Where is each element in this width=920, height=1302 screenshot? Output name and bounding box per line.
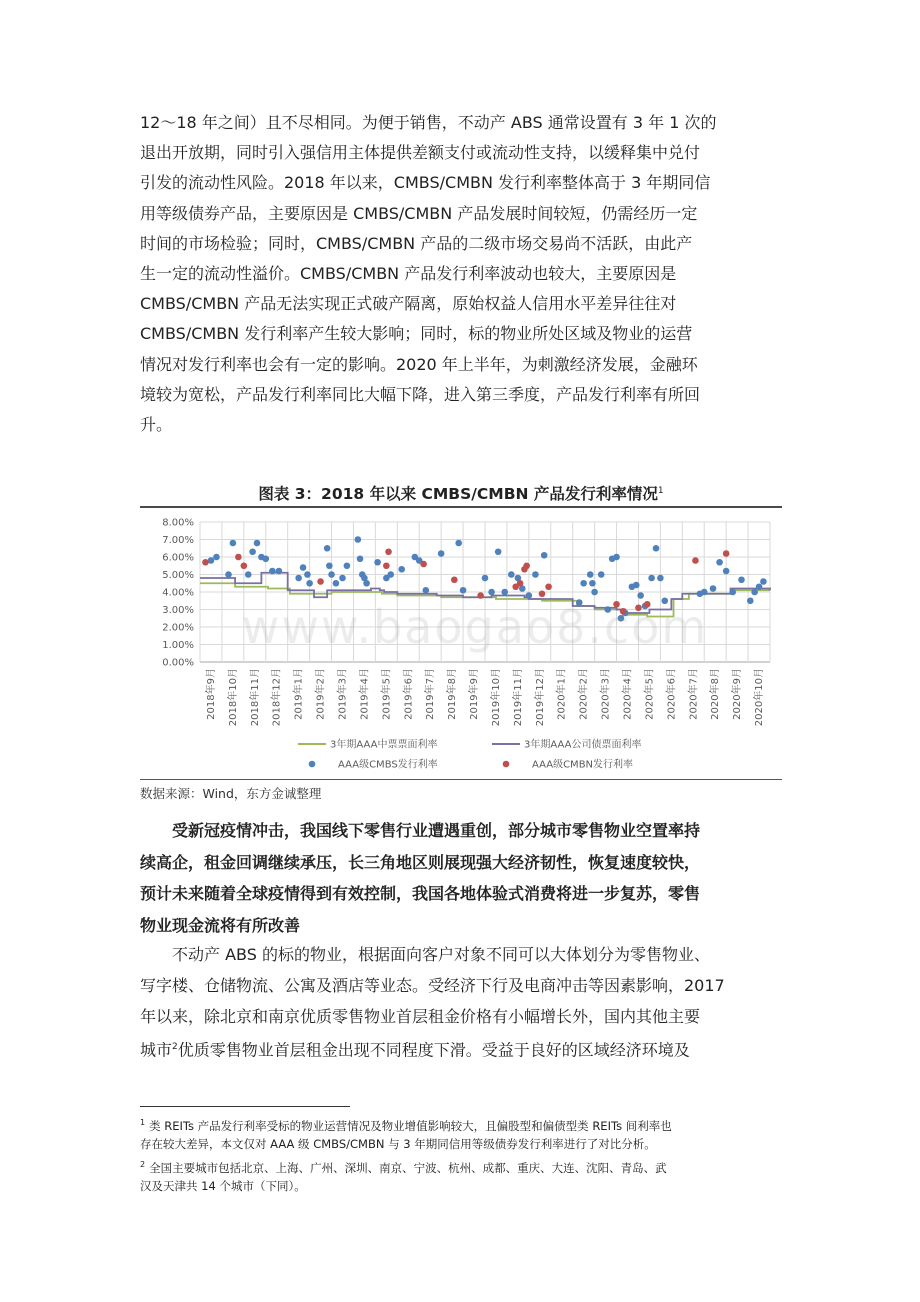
cmbs-point [344, 562, 351, 569]
cmbs-point [355, 536, 362, 543]
legend-label: AAA级CMBN发行利率 [532, 759, 634, 771]
cmbs-point [324, 545, 331, 552]
text-line: 引发的流动性风险。2018 年以来，CMBS/CMBN 发行利率整体高于 3 年期同信 [140, 173, 711, 193]
cmbs-point [591, 589, 598, 596]
bold-heading-paragraph [140, 815, 782, 941]
cmbs-point [723, 568, 730, 575]
cmbs-point [756, 583, 763, 590]
y-tick-label: 2.00% [162, 622, 194, 634]
data-source: 数据来源：Wind，东方金诚整理 [140, 786, 322, 801]
cmbs-point [580, 580, 587, 587]
footnote-text: 全国主要城市包括北京、上海、广州、深圳、南京、宁波、杭州、成都、重庆、大连、沈阳、青岛、武 [149, 1160, 667, 1175]
text-line: 写字楼、仓储物流、公寓及酒店等业态。受经济下行及电商冲击等因素影响，2017 [140, 975, 725, 995]
x-tick-label: 2020年4月 [622, 668, 634, 720]
text-line: 时间的市场检验；同时，CMBS/CMBN 产品的二级市场交易尚不活跃，由此产 [140, 233, 693, 253]
cmbs-point [262, 555, 269, 562]
text-line: 受新冠疫情冲击，我国线下零售行业遭遇重创，部分城市零售物业空置率持 [172, 821, 701, 840]
x-tick-label: 2019年2月 [315, 668, 327, 720]
y-tick-label: 5.00% [162, 570, 194, 581]
text-line: 预计未来随着全球疫情得到有效控制，我国各地体验式消费将进一步复苏，零售 [140, 884, 701, 903]
x-tick-label: 2020年2月 [578, 668, 590, 720]
cmbs-point [374, 559, 381, 566]
cmbn-point [539, 590, 546, 597]
text-line: CMBS/CMBN 发行利率产生较大影响；同时，标的物业所处区域及物业的运营 [140, 324, 693, 344]
text-line: 升。 [140, 415, 173, 435]
cmbs-point [387, 571, 394, 578]
footnote-line: 汉及天津共 14 个城市（下同）。 [140, 1178, 306, 1193]
cmbs-point [460, 587, 467, 594]
x-tick-label: 2018年10月 [227, 668, 239, 727]
cmbs-point [598, 571, 605, 578]
cmbs-point [333, 580, 340, 587]
y-axis-ticks [162, 518, 194, 669]
chart-legend [298, 738, 641, 771]
x-tick-label: 2018年12月 [271, 668, 283, 727]
x-tick-label: 2019年8月 [447, 668, 459, 720]
cmbs-point [488, 589, 495, 596]
chart-bottom-rule [140, 779, 782, 780]
cmbs-point [306, 580, 313, 587]
cmbs-point [637, 592, 644, 599]
cmbn-point [241, 562, 248, 569]
cmbs-point [589, 580, 596, 587]
x-tick-label: 2018年11月 [249, 668, 261, 727]
chart-title [140, 482, 782, 504]
cmbs-point [657, 575, 664, 582]
cmbs-point [701, 589, 708, 596]
x-tick-label: 2020年9月 [732, 668, 744, 720]
y-tick-label: 7.00% [162, 535, 194, 546]
y-tick-label: 3.00% [162, 605, 194, 616]
cmbs-point [710, 585, 717, 592]
cmbs-point [729, 589, 736, 596]
x-tick-label: 2019年10月 [490, 668, 502, 727]
x-tick-label: 2019年5月 [381, 668, 393, 720]
text-line: 退出开放期，同时引入强信用主体提供差额支付或流动性支持，以缓释集中兑付 [140, 143, 701, 163]
cmbs-point [230, 540, 237, 547]
cmbs-point [326, 562, 333, 569]
cmbs-point [225, 571, 232, 578]
legend-swatch-dot [503, 761, 510, 768]
cmbs-point [249, 548, 256, 555]
x-tick-label: 2019年1月 [293, 668, 305, 720]
footnote-ref-1[interactable]: 1 [657, 485, 664, 496]
x-tick-label: 2020年1月 [556, 668, 568, 720]
text-span: 城市 [140, 1040, 173, 1060]
footnote-ref-2[interactable]: 2 [172, 1042, 178, 1053]
footnote-line [140, 1156, 782, 1177]
cmbs-point [398, 566, 405, 573]
text-line: CMBS/CMBN 产品无法实现正式破产隔离，原始权益人信用水平差异往往对 [140, 294, 677, 314]
cmbs-point [482, 575, 489, 582]
body-paragraph-3 [140, 940, 782, 1067]
cmbn-point [383, 562, 390, 569]
text-line: 续高企，租金回调继续承压，长三角地区则展现强大经济韧性，恢复速度较快， [140, 852, 701, 872]
cmbs-point [328, 571, 335, 578]
footnotes [140, 1114, 782, 1198]
x-tick-label: 2020年8月 [710, 668, 722, 720]
cmbn-point [451, 576, 458, 583]
x-tick-label: 2019年3月 [337, 668, 349, 720]
cmbs-point [438, 550, 445, 557]
cmbs-point [526, 592, 533, 599]
y-tick-label: 0.00% [162, 657, 194, 669]
footnote-mark: 2 [140, 1159, 146, 1169]
cmbn-point [692, 557, 699, 564]
footnote-1 [140, 1114, 782, 1153]
cmbs-point [495, 548, 502, 555]
cmbs-point [300, 564, 307, 571]
x-tick-label: 2020年3月 [600, 668, 612, 720]
cmbs-point [363, 580, 370, 587]
cmbs-point [747, 597, 754, 604]
cmbn-point [545, 583, 552, 590]
cmbs-point [648, 575, 655, 582]
cmbs-point [760, 578, 767, 585]
cmbs-point [455, 540, 462, 547]
cmbn-point [317, 578, 324, 585]
x-tick-label: 2019年11月 [512, 668, 524, 727]
footnote-line [140, 1114, 782, 1135]
cmbn-point [723, 550, 730, 557]
x-axis-ticks [204, 668, 765, 726]
cmbs-point [245, 571, 252, 578]
y-tick-label: 8.00% [162, 517, 194, 529]
cmbs-point [423, 587, 430, 594]
x-tick-label: 2020年7月 [688, 668, 700, 720]
legend-label: AAA级CMBS发行利率 [338, 759, 438, 771]
cmbs-point [357, 555, 364, 562]
cmbn-point [477, 592, 484, 599]
cmbs-point [532, 571, 539, 578]
x-tick-label: 2019年4月 [359, 668, 371, 720]
y-tick-label: 1.00% [162, 640, 194, 651]
text-line: 年以来，除北京和南京优质零售物业首层租金价格有小幅增长外，国内其他主要 [140, 1006, 701, 1026]
x-tick-label: 2020年6月 [666, 668, 678, 720]
footnote-mark: 1 [140, 1118, 146, 1127]
text-line: 境较为宽松，产品发行利率同比大幅下降，进入第三季度，产品发行利率有所回 [140, 384, 701, 404]
cmbs-point [501, 589, 508, 596]
cmbs-point [613, 554, 620, 561]
cmbs-point [304, 571, 311, 578]
cmbs-point [587, 571, 594, 578]
cmbs-point [653, 545, 660, 552]
cmbs-point [295, 575, 302, 582]
text-span: 优质零售物业首层租金出现不同程度下滑。受益于良好的区域经济环境及 [177, 1040, 690, 1060]
y-tick-label: 6.00% [162, 552, 194, 564]
cmbs-point [738, 576, 745, 583]
footnote-2 [140, 1156, 782, 1195]
footnote-text: 类 REITs 产品发行利率受标的物业运营情况及物业增值影响较大，且偏股型和偏债型类 REITs 间利率也 [149, 1118, 672, 1133]
text-line: 物业现金流将有所改善 [140, 915, 301, 935]
cmbs-point [269, 568, 276, 575]
chart-title-text: 图表 3：2018 年以来 CMBS/CMBN 产品发行利率情况 [258, 485, 658, 503]
cmbs-point [508, 571, 515, 578]
x-tick-label: 2018年9月 [205, 668, 217, 720]
cmbs-point [276, 568, 283, 575]
footnote-rule [140, 1106, 350, 1107]
footnote-line: 存在较大差异，本文仅对 AAA 级 CMBS/CMBN 与 3 年期同信用等级债券发行利率进行了对比分析。 [140, 1136, 656, 1151]
watermark: www.baogao8.com [241, 600, 709, 654]
x-tick-label: 2019年12月 [534, 668, 546, 727]
text-line: 情况对发行利率也会有一定的影响。2020 年上半年，为刺激经济发展，金融环 [140, 354, 698, 374]
cmbn-point [523, 562, 530, 569]
cmbn-point [202, 559, 209, 566]
x-tick-label: 2019年7月 [425, 668, 437, 720]
body-paragraph-1 [140, 108, 782, 440]
legend-label: 3年期AAA中票票面利率 [330, 739, 438, 751]
cmbs-point [339, 575, 346, 582]
text-line: 用等级债券产品，主要原因是 CMBS/CMBN 产品发展时间较短，仍需经历一定 [140, 203, 698, 223]
x-tick-label: 2019年9月 [469, 668, 481, 720]
cmbn-point [385, 548, 392, 555]
text-line: 生一定的流动性溢价。CMBS/CMBN 产品发行利率波动也较大，主要原因是 [140, 264, 677, 284]
cmbn-point [235, 554, 242, 561]
legend-swatch-dot [309, 761, 316, 768]
cmbs-point [213, 554, 220, 561]
cmbs-point [716, 559, 723, 566]
x-tick-label: 2020年5月 [644, 668, 656, 720]
cmbs-point [751, 589, 758, 596]
x-tick-label: 2019年6月 [403, 668, 415, 720]
text-line: 12～18 年之间）且不尽相同。为便于销售，不动产 ABS 通常设置有 3 年 1 次的 [140, 113, 717, 132]
x-tick-label: 2020年10月 [754, 668, 766, 727]
text-line [140, 1032, 782, 1066]
y-tick-label: 4.00% [162, 587, 194, 599]
cmbn-point [517, 580, 524, 587]
legend-label: 3年期AAA公司债票面利率 [524, 739, 642, 751]
cmbs-point [633, 582, 640, 589]
cmbs-point [254, 540, 261, 547]
cmbs-point [541, 552, 548, 559]
cmbn-point [420, 561, 427, 568]
text-line: 不动产 ABS 的标的物业，根据面向客户对象不同可以大体划分为零售物业、 [172, 945, 710, 964]
